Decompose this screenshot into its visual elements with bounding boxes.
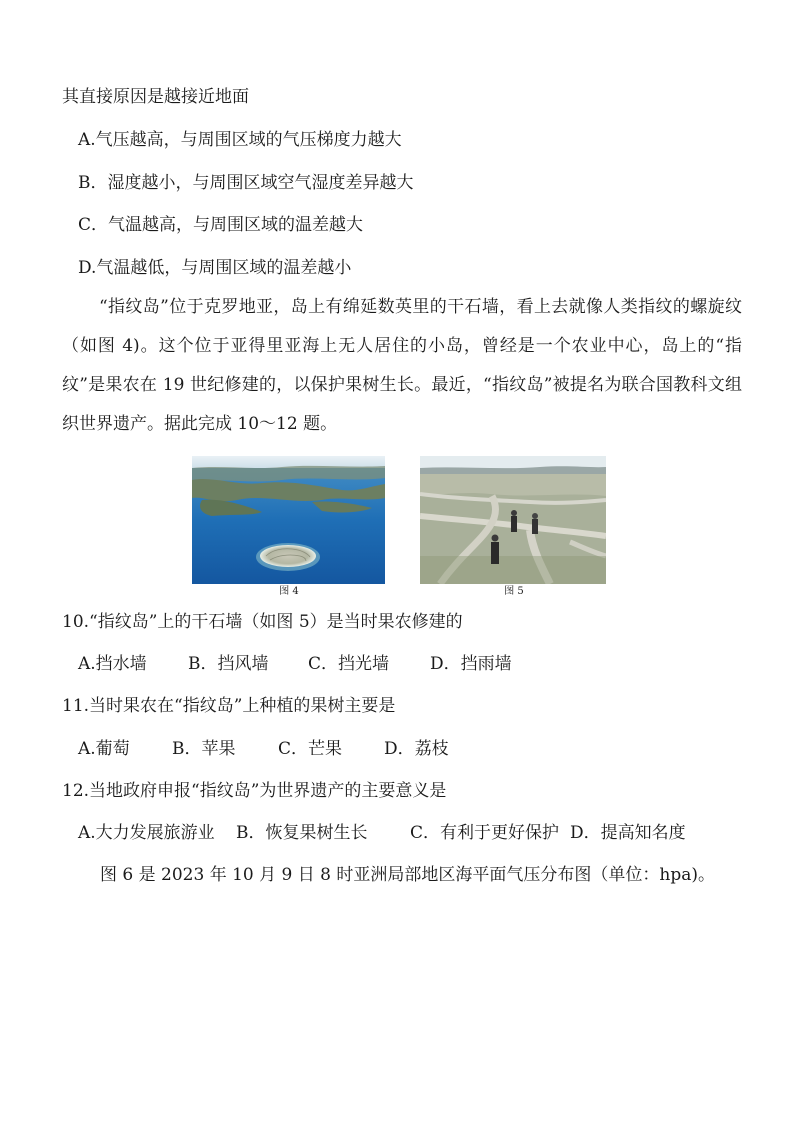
q11-stem: 11.当时果农在“指纹岛”上种植的果树主要是 [62,696,396,716]
passage-paragraph: “指纹岛”位于克罗地亚，岛上有绵延数英里的干石墙，看上去就像人类指纹的螺旋纹（如图 4)。这个位于亚得里亚海上无人居住的小岛，曾经是一个农业中心，岛上的“指纹”是果农在 19 世纪修建的，以保护果树生长。最近，“指纹岛”被提名为联合国教科文组织世界遗产。据此完成 10～12 题。 [62,297,742,434]
q10-stem: 10.“指纹岛”上的干石墙（如图 5）是当时果农修建的 [62,612,463,632]
figure-4-island-photo [192,456,385,584]
figure-5-caption: 图 5 [504,586,524,597]
q9-option-d: D.气温越低，与周围区域的温差越小 [78,258,352,278]
q11-option-c: C．芒果 [278,739,343,759]
q10-option-a: A.挡水墙 [78,654,147,674]
q9-stem-tail: 其直接原因是越接近地面 [62,87,249,107]
q9-option-a: A.气压越高，与周围区域的气压梯度力越大 [78,130,402,150]
q12-option-d: D．提高知名度 [570,823,686,843]
q10-option-c: C．挡光墙 [308,654,390,674]
q12-option-a: A.大力发展旅游业 [78,823,215,843]
figure-4-caption: 图 4 [279,586,299,597]
q11-option-b: B．苹果 [172,739,236,759]
q12-stem: 12.当地政府申报“指纹岛”为世界遗产的主要意义是 [62,781,447,801]
q10-option-b: B．挡风墙 [188,654,269,674]
q11-options [78,738,449,760]
q11-option-d: D．荔枝 [384,739,449,759]
q9-option-c: C．气温越高，与周围区域的温差越大 [78,215,364,235]
q12-options [78,822,686,844]
q10-option-d: D．挡雨墙 [430,654,512,674]
figure-6-intro: 图 6 是 2023 年 10 月 9 日 8 时亚洲局部地区海平面气压分布图（单位：hpa)。 [100,865,715,885]
q9-option-b: B．湿度越小，与周围区域空气湿度差异越大 [78,173,414,193]
q12-option-b: B．恢复果树生长 [236,823,368,843]
figure-5-stone-wall-photo [420,456,606,584]
q11-option-a: A.葡萄 [78,739,130,759]
q12-option-c: C．有利于更好保护 [410,823,560,843]
q10-options [78,653,512,675]
